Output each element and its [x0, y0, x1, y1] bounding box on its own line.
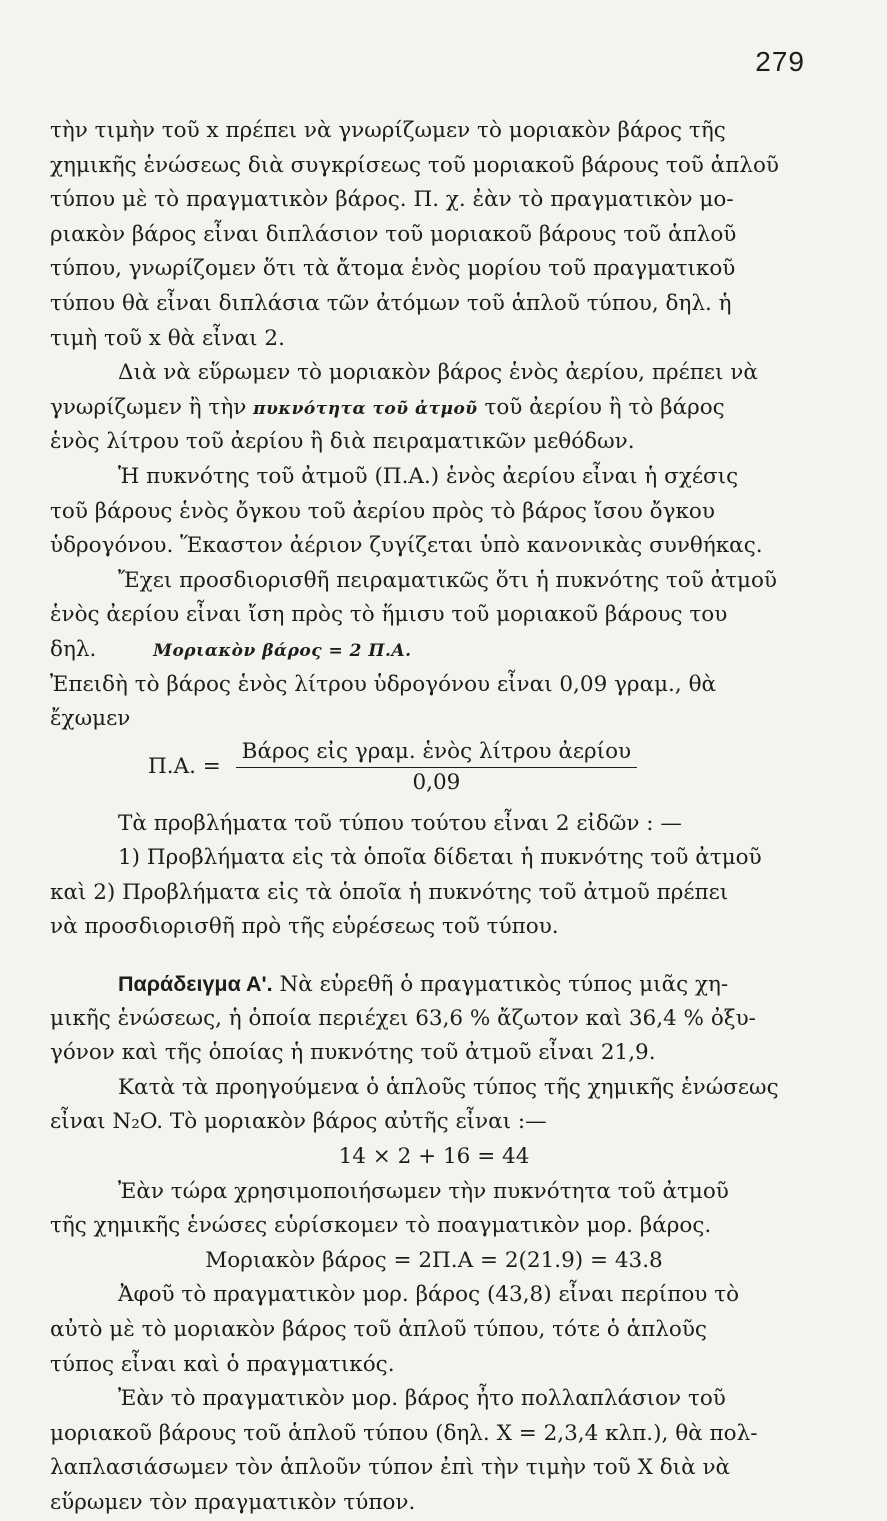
- text-span: τοῦ ἀερίου ἢ τὸ βάρος: [484, 394, 725, 420]
- text-line: Ἔχει προσδιορισθῆ πειραματικῶς ὅτι ἡ πυκνότης τοῦ ἀτμοῦ: [118, 567, 778, 593]
- text-line: τὴν τιμὴν τοῦ x πρέπει νὰ γνωρίζωμεν τὸ μοριακὸν βάρος τῆς: [50, 118, 726, 143]
- text-line: μικῆς ἑνώσεως, ἡ ὁποία περιέχει 63,6 % ἄζωτον καὶ 36,4 % ὀξυ-: [50, 1005, 756, 1031]
- italic-formula: Μοριακὸν βάρος = 2 Π.Α.: [153, 640, 412, 661]
- text-line: χημικῆς ἑνώσεως διὰ συγκρίσεως τοῦ μοριακοῦ βάρους τοῦ ἁπλοῦ: [50, 152, 779, 178]
- equation-line: Μοριακὸν βάρος = 2Π.Α = 2(21.9) = 43.8: [205, 1247, 663, 1273]
- text-line: ὑδρογόνου. Ἕκαστον ἀέριον ζυγίζεται ὑπὸ κανονικὰς συνθήκας.: [50, 533, 763, 559]
- text-line: Ἐὰν τὸ πραγματικὸν μορ. βάρος ἦτο πολλαπλάσιον τοῦ: [118, 1386, 726, 1412]
- text-line: τύπου θὰ εἶναι διπλάσια τῶν ἀτόμων τοῦ ἁπλοῦ τύπου, δηλ. ἡ: [50, 290, 732, 316]
- text-line: [50, 633, 818, 668]
- text-line: καὶ 2) Προβλήματα εἰς τὰ ὁποῖα ἡ πυκνότης τοῦ ἀτμοῦ πρέπει: [50, 879, 729, 905]
- formula-numerator: Βάρος εἰς γραμ. ἑνὸς λίτρου ἀερίου: [236, 737, 637, 768]
- text-line: αὐτὸ μὲ τὸ μοριακὸν βάρος τοῦ ἁπλοῦ τύπου, τότε ὁ ἁπλοῦς: [50, 1317, 707, 1342]
- italic-term: πυκνότητα τοῦ ἀτμοῦ: [253, 398, 478, 419]
- text-line: Τὰ προβλήματα τοῦ τύπου τούτου εἶναι 2 εἰδῶν : —: [118, 810, 682, 836]
- text-line: λαπλασιάσωμεν τὸν ἁπλοῦν τύπον ἐπὶ τὴν τιμὴν τοῦ X διὰ νὰ: [50, 1455, 731, 1481]
- formula-left: Π.Α. =: [148, 753, 221, 779]
- text-line: ἑνὸς ἀερίου εἶναι ἴση πρὸς τὸ ἥμισυ τοῦ μοριακοῦ βάρους του: [50, 602, 728, 628]
- text-line: Διὰ νὰ εὕρωμεν τὸ μοριακὸν βάρος ἑνὸς ἀερίου, πρέπει νὰ: [118, 360, 758, 386]
- text-line: ριακὸν βάρος εἶναι διπλάσιον τοῦ μοριακοῦ βάρους τοῦ ἁπλοῦ: [50, 221, 737, 247]
- text-line: τοῦ βάρους ἑνὸς ὄγκου τοῦ ἀερίου πρὸς τὸ βάρος ἴσου ὄγκου: [50, 498, 715, 524]
- example-heading: Παράδειγμα Α'.: [118, 972, 273, 997]
- spacer: [50, 945, 818, 967]
- text-line: εὕρωμεν τὸν πραγματικὸν τύπον.: [50, 1489, 416, 1515]
- formula-fraction: [236, 737, 637, 798]
- text-line: Ἐπειδὴ τὸ βάρος ἑνὸς λίτρου ὑδρογόνου εἶναι 0,09 γραμ., θὰ: [50, 671, 717, 697]
- density-formula: [50, 737, 818, 807]
- formula-denominator: 0,09: [412, 769, 461, 795]
- text-line: Ἐὰν τώρα χρησιμοποιήσωμεν τὴν πυκνότητα τοῦ ἀτμοῦ: [118, 1178, 729, 1204]
- text-line: γόνον καὶ τῆς ὁποίας ἡ πυκνότης τοῦ ἀτμοῦ εἶναι 21,9.: [50, 1040, 656, 1066]
- text-span: δηλ.: [50, 636, 97, 662]
- text-line: Κατὰ τὰ προηγούμενα ὁ ἁπλοῦς τύπος τῆς χημικῆς ἑνώσεως: [118, 1074, 779, 1100]
- text-line: ἔχωμεν: [50, 706, 131, 732]
- text-line: Ἀφοῦ τὸ πραγματικὸν μορ. βάρος (43,8) εἶναι περίπου τὸ: [118, 1282, 740, 1308]
- text-span: Νὰ εὑρεθῆ ὁ πραγματικὸς τύπος μιᾶς χη-: [279, 972, 729, 998]
- text-line: εἶναι N₂O. Τὸ μοριακὸν βάρος αὐτῆς εἶναι :—: [50, 1109, 547, 1135]
- text-line: τύπος εἶναι καὶ ὁ πραγματικός.: [50, 1351, 395, 1377]
- text-line: τύπου μὲ τὸ πραγματικὸν βάρος. Π. χ. ἐὰν τὸ πραγματικὸν μο-: [50, 187, 734, 213]
- text-line: νὰ προσδιορισθῆ πρὸ τῆς εὑρέσεως τοῦ τύπου.: [50, 914, 559, 940]
- text-line: τῆς χημικῆς ἑνώσες εὑρίσκομεν τὸ ποαγματικὸν μορ. βάρος.: [50, 1213, 712, 1239]
- page-body: [50, 114, 818, 1521]
- text-line: Ἡ πυκνότης τοῦ ἀτμοῦ (Π.Α.) ἑνὸς ἀερίου εἶναι ἡ σχέσις: [118, 463, 739, 489]
- equation-line: 14 × 2 + 16 = 44: [338, 1144, 530, 1170]
- text-line: μοριακοῦ βάρους τοῦ ἁπλοῦ τύπου (δηλ. X = 2,3,4 κλπ.), θὰ πολ-: [50, 1420, 758, 1446]
- text-span: γνωρίζωμεν ἢ τὴν: [50, 394, 247, 420]
- text-line: [50, 391, 818, 426]
- text-line: 1) Προβλήματα εἰς τὰ ὁποῖα δίδεται ἡ πυκνότης τοῦ ἀτμοῦ: [118, 845, 762, 871]
- text-line: τύπου, γνωρίζομεν ὅτι τὰ ἄτομα ἑνὸς μορίου τοῦ πραγματικοῦ: [50, 256, 736, 282]
- text-line: ἑνὸς λίτρου τοῦ ἀερίου ἢ διὰ πειραματικῶν μεθόδων.: [50, 429, 635, 455]
- text-line: τιμὴ τοῦ x θὰ εἶναι 2.: [50, 325, 285, 351]
- text-line: [50, 967, 818, 1002]
- page-number: 279: [755, 46, 805, 77]
